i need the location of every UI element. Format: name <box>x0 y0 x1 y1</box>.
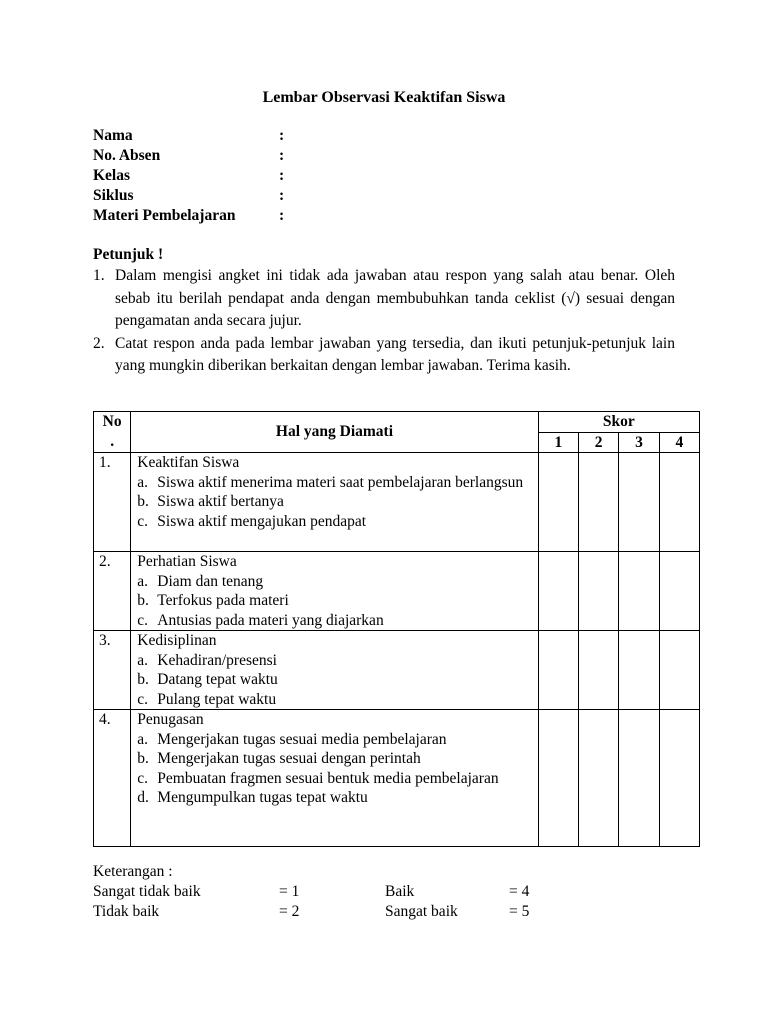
row-number: 4. <box>94 710 131 847</box>
row-content <box>131 453 538 552</box>
observation-table <box>93 411 700 847</box>
sub-item-text: Siswa aktif menerima materi saat pembelajaran berlangsun <box>157 473 524 491</box>
score-cell-1[interactable] <box>538 453 578 552</box>
instructions <box>93 245 675 378</box>
sub-item-text: Kehadiran/presensi <box>157 651 277 669</box>
sub-item-text: Antusias pada materi yang diajarkan <box>157 611 384 629</box>
identity-colon: : <box>279 147 285 164</box>
sub-item-text: Siswa aktif bertanya <box>157 493 284 510</box>
header-score-3: 3 <box>619 432 659 453</box>
legend-value: = 1 <box>279 883 300 900</box>
row-sub-item <box>137 769 537 789</box>
row-number: 2. <box>94 552 131 631</box>
legend-value: = 2 <box>279 903 300 920</box>
identity-colon: : <box>279 187 285 204</box>
row-sub-item <box>137 572 537 592</box>
table-row <box>94 631 700 710</box>
sub-item-text: Mengerjakan tugas sesuai dengan perintah <box>157 750 421 767</box>
instruction-number: 1. <box>93 267 105 284</box>
score-cell-3[interactable] <box>619 710 659 847</box>
legend-label: Tidak baik <box>93 903 160 920</box>
identity-row-siklus <box>93 186 393 206</box>
sub-item-letter: d. <box>137 789 149 806</box>
header-hal-yang-diamati: Hal yang Diamati <box>131 412 538 453</box>
identity-label: Materi Pembelajaran <box>93 207 236 224</box>
row-sub-item <box>137 670 537 690</box>
instruction-item <box>93 333 675 378</box>
header-no-line2: . <box>110 433 115 450</box>
sub-item-text: Pembuatan fragmen sesuai bentuk media pembelajaran <box>157 769 499 787</box>
score-cell-3[interactable] <box>619 453 659 552</box>
row-sub-item <box>137 611 537 631</box>
legend-row <box>93 882 593 902</box>
header-score-4: 4 <box>659 432 699 453</box>
instruction-text: Catat respon anda pada lembar jawaban yang tersedia, dan ikuti petunjuk-petunjuk lain yang mungkin diberikan berkaitan dengan lembar jawaban. Terima kasih. <box>115 334 675 374</box>
row-sub-item <box>137 591 537 611</box>
legend-label: Baik <box>385 883 415 900</box>
identity-fields <box>93 126 393 226</box>
row-number: 3. <box>94 631 131 710</box>
sub-item-letter: a. <box>137 473 149 491</box>
row-sub-item <box>137 749 537 769</box>
identity-label: Nama <box>93 127 133 144</box>
legend-value: = 4 <box>509 883 530 900</box>
sub-item-letter: b. <box>137 750 149 767</box>
row-content <box>131 552 538 631</box>
row-title: Perhatian Siswa <box>137 553 237 570</box>
header-score-2: 2 <box>578 432 618 453</box>
score-cell-4[interactable] <box>659 710 699 847</box>
legend-value: = 5 <box>509 903 530 920</box>
row-number: 1. <box>94 453 131 552</box>
score-cell-1[interactable] <box>538 552 578 631</box>
sub-item-letter: b. <box>137 493 149 510</box>
row-sub-item <box>137 730 537 750</box>
header-no <box>94 412 131 453</box>
header-score-1: 1 <box>538 432 578 453</box>
instruction-text: Dalam mengisi angket ini tidak ada jawaban atau respon yang salah atau benar. Oleh sebab itu berilah pendapat anda dengan membubuhkan tanda ceklist (√) sesuai dengan pengamatan anda secara jujur. <box>115 267 675 329</box>
legend-keterangan <box>93 862 593 922</box>
row-title: Kedisiplinan <box>137 632 217 649</box>
sub-item-letter: c. <box>137 690 149 708</box>
sub-item-text: Diam dan tenang <box>157 572 264 590</box>
score-cell-1[interactable] <box>538 631 578 710</box>
legend-label: Sangat tidak baik <box>93 883 201 900</box>
table-row <box>94 552 700 631</box>
score-cell-4[interactable] <box>659 453 699 552</box>
score-cell-2[interactable] <box>578 631 618 710</box>
score-cell-2[interactable] <box>578 453 618 552</box>
sub-item-letter: b. <box>137 592 149 609</box>
score-cell-4[interactable] <box>659 631 699 710</box>
sub-item-letter: a. <box>137 730 149 748</box>
sub-item-letter: b. <box>137 671 149 688</box>
sub-item-letter: c. <box>137 769 149 787</box>
identity-label: Kelas <box>93 167 131 184</box>
row-title: Penugasan <box>137 711 204 728</box>
identity-row-kelas <box>93 166 393 186</box>
identity-colon: : <box>279 167 285 184</box>
instructions-list <box>93 265 675 378</box>
row-content <box>131 710 538 847</box>
sub-item-text: Datang tepat waktu <box>157 671 278 688</box>
row-sub-item <box>137 473 537 493</box>
document-title: Lembar Observasi Keaktifan Siswa <box>262 89 506 106</box>
score-cell-2[interactable] <box>578 710 618 847</box>
identity-row-materi <box>93 206 393 226</box>
legend-label: Sangat baik <box>385 903 458 920</box>
sub-item-text: Terfokus pada materi <box>157 592 289 609</box>
sub-item-letter: c. <box>137 611 149 629</box>
identity-colon: : <box>279 127 285 144</box>
instruction-number: 2. <box>93 334 105 352</box>
identity-label: No. Absen <box>93 147 161 164</box>
score-cell-3[interactable] <box>619 552 659 631</box>
sub-item-text: Pulang tepat waktu <box>157 690 277 708</box>
sub-item-letter: a. <box>137 651 149 669</box>
sub-item-text: Siswa aktif mengajukan pendapat <box>157 512 367 530</box>
sub-item-letter: a. <box>137 572 149 590</box>
identity-row-nama <box>93 126 393 146</box>
header-no-line1: No <box>102 413 122 430</box>
row-content <box>131 631 538 710</box>
identity-row-no-absen <box>93 146 393 166</box>
table-row <box>94 710 700 847</box>
row-sub-item <box>137 788 537 808</box>
score-cell-2[interactable] <box>578 552 618 631</box>
legend-row <box>93 902 593 922</box>
score-cell-1[interactable] <box>538 710 578 847</box>
row-title: Keaktifan Siswa <box>137 454 240 471</box>
header-skor: Skor <box>538 412 699 433</box>
instructions-heading: Petunjuk ! <box>93 246 164 263</box>
table-header-row <box>94 412 700 433</box>
row-sub-item <box>137 512 537 532</box>
identity-label: Siklus <box>93 187 134 204</box>
sub-item-text: Mengerjakan tugas sesuai media pembelajaran <box>157 730 447 748</box>
sub-item-letter: c. <box>137 512 149 530</box>
identity-colon: : <box>279 207 285 224</box>
sub-item-text: Mengumpulkan tugas tepat waktu <box>157 789 368 806</box>
table-row <box>94 453 700 552</box>
row-sub-item <box>137 690 537 710</box>
legend-heading: Keterangan : <box>93 863 173 880</box>
row-sub-item <box>137 651 537 671</box>
instruction-item <box>93 265 675 333</box>
score-cell-4[interactable] <box>659 552 699 631</box>
row-sub-item <box>137 492 537 512</box>
score-cell-3[interactable] <box>619 631 659 710</box>
